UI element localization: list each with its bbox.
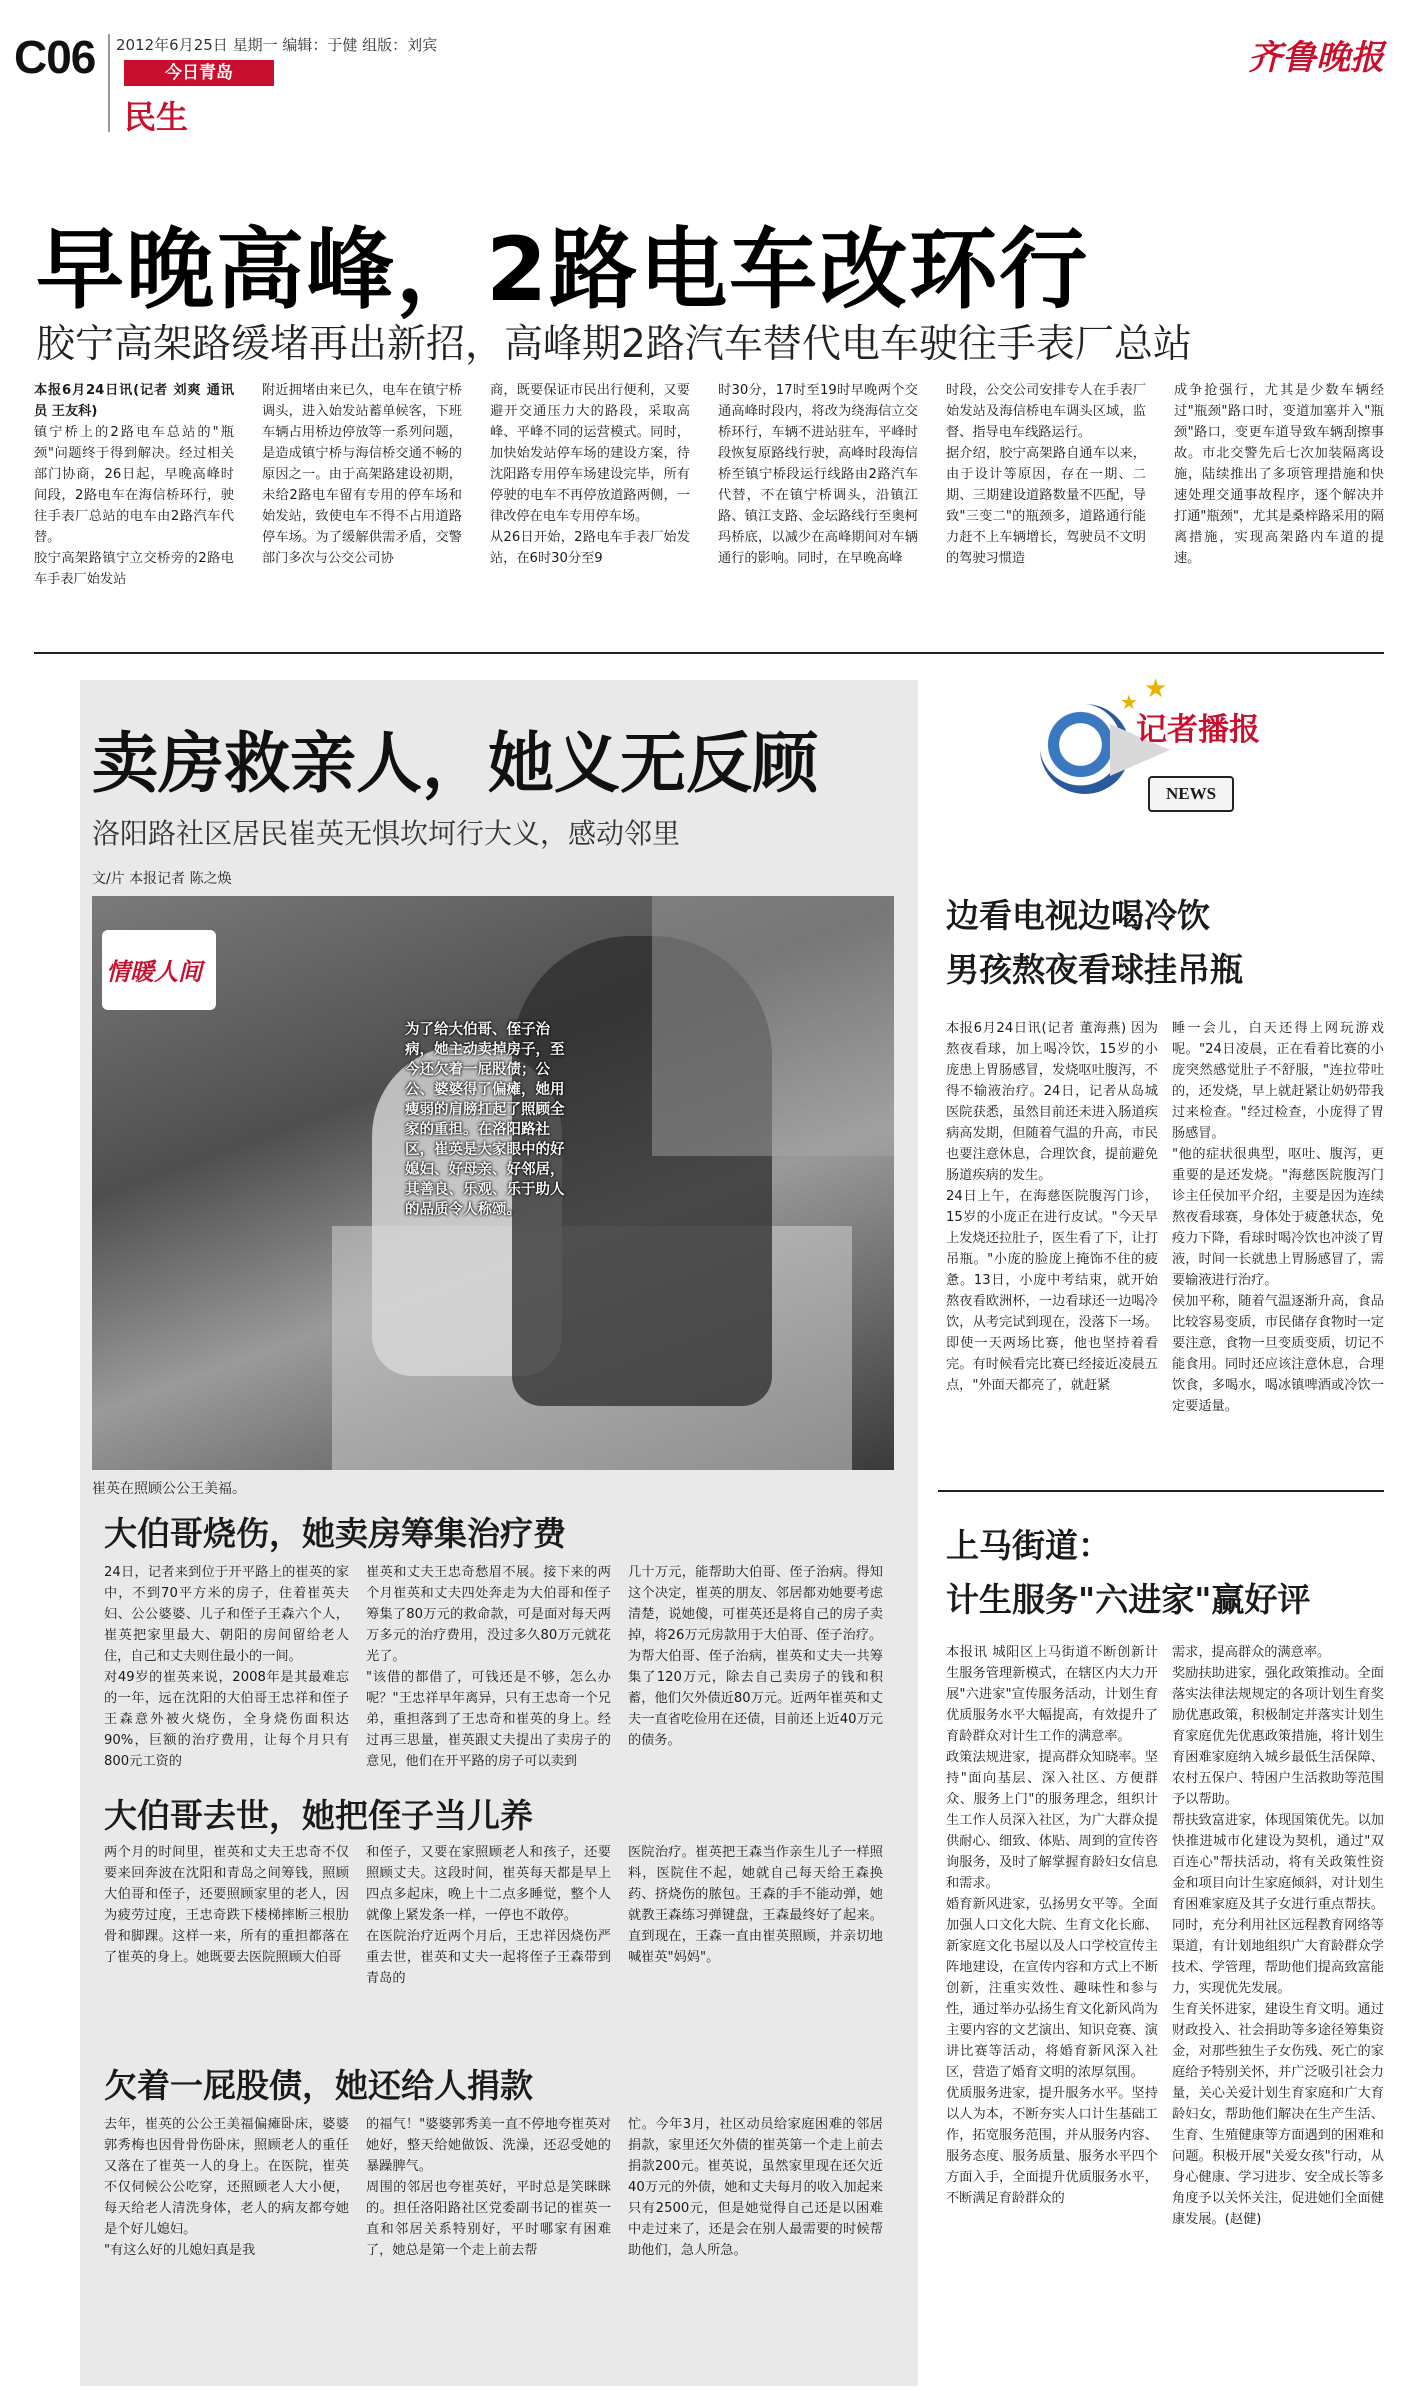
sidebar-b-col-1 (946, 1642, 1158, 2386)
story2-text: 崔英和丈夫王忠奇愁眉不展。接下来的两个月崔英和丈夫四处奔走为大伯哥和侄子筹集了80万元的救命款，可是面对每天两万多元的治疗费用，没过多久80万元就花光了。 "该借的都借了，可钱还是不够，怎么办呢？"王忠祥早年离异，只有王忠奇一个兄弟，重担落到了王忠奇和崔英的身上。经过再三思量，崔英跟丈夫提出了卖房子的意见，他们在开平路的房子可以卖到 (366, 1565, 611, 1769)
story2-s3-col-2 (366, 2114, 611, 2374)
reporter-badge: 记者播报 (1136, 712, 1260, 748)
sidebar-a-col-1 (946, 1018, 1158, 1468)
sidebar-a-headline-1: 边看电视边喝冷饮 (946, 896, 1210, 935)
photo-caption: 崔英在照顾公公王美福。 (92, 1481, 246, 1497)
story2-text: 的福气！"婆婆郭秀美一直不停地夸崔英对她好，整天给她做饭、洗澡，还忍受她的暴躁脾气。 周围的邻居也夸崔英好，平时总是笑眯眯的。担任洛阳路社区党委副书记的崔英一直和邻居关系特别好，平时哪家有困难了，她总是第一个走上前去帮 (366, 2117, 611, 2258)
sidebar-b-headline-1: 上马街道： (946, 1526, 1111, 1565)
story1-text: 时30分，17时至19时早晚两个交通高峰时段内，将改为绕海信立交桥环行，车辆不进站驻车，平峰时段恢复原路线行驶，高峰时段海信桥至镇宁桥段运行线路由2路汽车代替，不在镇宁桥调头，沿镇江路、镇江支路、金坛路线行至奥柯玛桥底，以减少在高峰期间对车辆通行的影响。同时，在早晚高峰 (718, 383, 918, 566)
story2-text: 24日，记者来到位于开平路上的崔英的家中，不到70平方米的房子，住着崔英夫妇、公公婆婆、儿子和侄子王森六个人，崔英把家里最大、朝阳的房间留给老人住，自己和丈夫则住最小的一间。 对49岁的崔英来说，2008年是其最难忘的一年，远在沈阳的大伯哥王忠祥和侄子王森意外被火烧伤，全身烧伤面积达90%，巨额的治疗费用，让每个月只有800元工资的 (104, 1565, 349, 1769)
story1-col-4 (718, 380, 918, 636)
date-line: 2012年6月25日 星期一 编辑：于健 组版：刘宾 (116, 36, 438, 54)
qingnuan-logo (102, 930, 216, 1010)
sidebar-b-col-2 (1172, 1642, 1384, 2386)
story2-s3-col-1 (104, 2114, 349, 2374)
story1-text: 时段，公交公司安排专人在手表厂始发站及海信桥电车调头区域，监督、指导电车线路运行。 据介绍，胶宁高架路自通车以来，由于设计等原因，存在一期、二期、三期建设道路数量不匹配，导致"三变二"的瓶颈多，道路通行能力赶不上车辆增长，驾驶员不文明的驾驶习惯造 (946, 383, 1146, 566)
sidebar-a-text: 睡一会儿，白天还得上网玩游戏呢。"24日凌晨，正在看着比赛的小庞突然感觉肚子不舒服，"连拉带吐的，还发烧，早上就赶紧让奶奶带我过来检查。"经过检查，小庞得了胃肠感冒。 "他的症状很典型，呕吐、腹泻，更重要的是还发烧。"海慈医院腹泻门诊主任侯加平介绍，主要是因为连续熬夜看球赛，身体处于疲惫状态，免疫力下降，看球时喝冷饮也冲淡了胃液，时间一长就患上胃肠感冒了，需要输液进行治疗。 侯加平称，随着气温逐渐升高，食品比较容易变质，市民储存食物时一定要注意，食物一旦变质变质，切记不能食用。同时还应该注意休息，合理饮食，多喝水，喝冰镇啤酒或冷饮一定要适量。 (1172, 1021, 1384, 1414)
story2-subhead: 洛阳路社区居民崔英无惧坎坷行大义，感动邻里 (92, 817, 681, 850)
story2-headline: 卖房救亲人，她义无反顾 (92, 725, 818, 802)
story2-s2-col-1 (104, 1842, 349, 2042)
section-divider (34, 652, 1384, 654)
story1-text: 镇宁桥上的2路电车总站的"瓶颈"问题终于得到解决。经过相关部门协商，26日起，早晚高峰时间段，2路电车在海信桥环行，驶往手表厂总站的电车由2路汽车代替。 胶宁高架路镇宁立交桥旁的2路电车手表厂始发站 (34, 425, 234, 587)
story1-col-5 (946, 380, 1146, 636)
story1-col-1 (34, 380, 234, 636)
sidebar-a-headline-2: 男孩熬夜看球挂吊瓶 (946, 950, 1243, 989)
sidebar-a-col-2 (1172, 1018, 1384, 1468)
star-icon: ★ (1120, 690, 1138, 714)
story2-section3-title: 欠着一屁股债，她还给人捐款 (104, 2066, 533, 2105)
sidebar-b-text: 本报讯 城阳区上马街道不断创新计生服务管理新模式，在辖区内大力开展"六进家"宣传服务活动，计划生育优质服务水平大幅提高，有效提升了育龄群众对计生工作的满意率。 政策法规进家，提高群众知晓率。坚持"面向基层、深入社区、方便群众、服务上门"的服务理念，组织计生工作人员深入社区，为广大群众提供耐心、细致、体贴、周到的宣传咨询服务，及时了解掌握育龄妇女信息和需求。 婚育新风进家，弘扬男女平等。全面加强人口文化大院、生育文化长廊、新家庭文化书屋以及人口学校宣传主阵地建设，在宣传内容和方式上不断创新，注重实效性、趣味性和参与性，通过举办弘扬生育文化新风尚为主要内容的文艺演出、知识竞赛、演讲比赛等活动，将婚育新风深入社区，营造了婚育文明的浓厚氛围。 优质服务进家，提升服务水平。坚持以人为本，不断夯实人口计生基础工作，拓宽服务范围，并从服务内容、服务态度、服务质量、服务水平四个方面入手，全面提升优质服务水平，不断满足育龄群众的 (946, 1645, 1158, 2206)
sidebar-b-headline-2: 计生服务"六进家"赢好评 (946, 1580, 1311, 1619)
story1-headline: 早晚高峰，2路电车改环行 (36, 218, 1090, 321)
story2-text: 几十万元，能帮助大伯哥、侄子治病。得知这个决定，崔英的朋友、邻居都劝她要考虑清楚，说她傻，可崔英还是将自己的房子卖掉，将26万元房款用于大伯哥、侄子治疗。 为帮大伯哥、侄子治病，崔英和丈夫一共筹集了120万元，除去自己卖房子的钱和积蓄，他们欠外债近80万元。近两年崔英和丈夫一直省吃俭用在还债，目前还上近40万元的债务。 (628, 1565, 883, 1748)
story1-col-2 (262, 380, 462, 636)
sidebar-a-text: 本报6月24日讯(记者 董海燕) 因为熬夜看球，加上喝冷饮，15岁的小庞患上胃肠感冒，发烧呕吐腹泻，不得不输液治疗。24日，记者从岛城医院获悉，虽然目前还未进入肠道疾病高发期，但随着气温的升高，市民也要注意休息，合理饮食，提前避免肠道疾病的发生。 24日上午，在海慈医院腹泻门诊，15岁的小庞正在进行皮试。"今天早上发烧还拉肚子，医生看了下，让打吊瓶。"小庞的脸庞上掩饰不住的疲惫。13日，小庞中考结束，就开始熬夜看欧洲杯，一边看球还一边喝冷饮，从考完试到现在，没落下一场。即使一天两场比赛，他也坚持着看完。有时候看完比赛已经接近凌晨五点，"外面天都亮了，就赶紧 (946, 1021, 1158, 1393)
story1-byline: 本报6月24日讯(记者 刘爽 通讯员 王友科) (34, 383, 234, 419)
brand-logo: 齐鲁晚报 (1248, 38, 1384, 78)
header-divider (108, 34, 110, 132)
story2-text: 忙。今年3月，社区动员给家庭困难的邻居捐款，家里还欠外债的崔英第一个走上前去捐款200元。崔英说，虽然家里现在还欠近40万元的外债，她和丈夫每月的收入加起来只有2500元，但是她觉得自己还是以困难中走过来了，还是会在别人最需要的时候帮助他们，急人所急。 (628, 2117, 883, 2258)
sidebar-divider (938, 1490, 1384, 1492)
story2-s1-col-2 (366, 1562, 611, 1772)
sidebar-b-text: 需求，提高群众的满意率。 奖励扶助进家，强化政策推动。全面落实法律法规规定的各项计划生育奖励优惠政策，积极制定并落实计划生育家庭优先优惠政策措施，将计划生育困难家庭纳入城乡最低生活保障、农村五保户、特困户生活救助等范围予以帮助。 帮扶致富进家，体现国策优先。以加快推进城市化建设为契机，通过"双百连心"帮扶活动，将有关政策性资金和项目向计生家庭倾斜，对计划生育困难家庭及其子女进行重点帮扶。同时，充分利用社区远程教育网络等渠道，有计划地组织广大育龄群众学技术、学管理，帮助他们提高致富能力，实现优先发展。 生育关怀进家，建设生育文明。通过财政投入、社会捐助等多途径筹集资金，对那些独生子女伤残、死亡的家庭给予特别关怀，并广泛吸引社会力量，关心关爱计划生育家庭和广大育龄妇女，帮助他们解决在生产生活、生育、生殖健康等方面遇到的困难和问题。积极开展"关爱女孩"行动，从身心健康、学习进步、安全成长等多角度予以关怀关注，促进她们全面健康发展。(赵健) (1172, 1645, 1384, 2227)
section-title: 民生 (124, 98, 189, 136)
story1-col-6 (1174, 380, 1384, 636)
masthead (0, 0, 1417, 140)
logo-text: 情暖人间 (106, 958, 202, 986)
page-number: C06 (14, 31, 96, 83)
story2-text: 去年，崔英的公公王美福偏瘫卧床，婆婆郭秀梅也因骨骨伤卧床，照顾老人的重任又落在了崔英一人的身上。在医院，崔英不仅伺候公公吃穿，还照顾老人大小便，每天给老人清洗身体，老人的病友都夸她是个好儿媳妇。 "有这么好的儿媳妇真是我 (104, 2117, 349, 2258)
story2-s1-col-1 (104, 1562, 349, 1772)
story2-intro: 为了给大伯哥、侄子治病，她主动卖掉房子，至今还欠着一屁股债；公公、婆婆得了偏瘫，她用瘦弱的肩膀扛起了照顾全家的重担。在洛阳路社区，崔英是大家眼中的好媳妇、好母亲、好邻居，其善良、乐观、乐于助人的品质令人称颂。 (405, 1022, 565, 1218)
story1-subhead: 胶宁高架路缓堵再出新招，高峰期2路汽车替代电车驶往手表厂总站 (36, 322, 1192, 367)
story2-text: 两个月的时间里，崔英和丈夫王忠奇不仅要来回奔波在沈阳和青岛之间筹钱，照顾大伯哥和侄子，还要照顾家里的老人，因为疲劳过度，王忠奇跌下楼梯摔断三根肋骨和脚踝。这样一来，所有的重担都落在了崔英的身上。她既要去医院照顾大伯哥 (104, 1845, 349, 1965)
story1-text: 成争抢强行，尤其是少数车辆经过"瓶颈"路口时，变道加塞并入"瓶颈"路口，变更车道导致车辆刮擦事故。市北交警先后七次加装隔离设施，陆续推出了多项管理措施和快速处理交通事故程序，逐个解决并打通"瓶颈"，尤其是桑梓路采用的隔离措施，实现高架路内车道的提速。 (1174, 383, 1384, 566)
star-icon: ★ (1144, 674, 1168, 704)
story2-s2-col-2 (366, 1842, 611, 2042)
section-tag: 今日青岛 (124, 60, 274, 86)
story2-section2-title: 大伯哥去世，她把侄子当儿养 (104, 1796, 533, 1835)
news-tag: NEWS (1148, 776, 1234, 812)
story2-text: 医院治疗。崔英把王森当作亲生儿子一样照料，医院住不起，她就自己每天给王森换药、挤烧伤的脓包。王森的手不能动弹，她就教王森练习弹键盘，王森最终好了起来。直到现在，王森一直由崔英照顾，并亲切地喊崔英"妈妈"。 (628, 1845, 883, 1965)
story1-text: 附近拥堵由来已久，电车在镇宁桥调头，进入始发站蓄单候客，下班车辆占用桥边停放等一系列问题，是造成镇宁桥与海信桥交通不畅的原因之一。由于高架路建设初期，未给2路电车留有专用的停车场和始发站，致使电车不得不占用道路停车场。为了缓解供需矛盾，交警部门多次与公交公司协 (262, 383, 462, 566)
story2-text: 和侄子，又要在家照顾老人和孩子，还要照顾丈夫。这段时间，崔英每天都是早上四点多起床，晚上十二点多睡觉，整个人就像上紧发条一样，一停也不敢停。 在医院治疗近两个月后，王忠祥因烧伤严重去世，崔英和丈夫一起将侄子王森带到青岛的 (366, 1845, 611, 1986)
story2-section1-title: 大伯哥烧伤，她卖房筹集治疗费 (104, 1514, 566, 1553)
story1-col-3 (490, 380, 690, 636)
story2-s3-col-3 (628, 2114, 883, 2374)
wall-window (652, 896, 894, 1156)
story2-s2-col-3 (628, 1842, 883, 2042)
story2-byline: 文/片 本报记者 陈之焕 (92, 871, 232, 887)
story1-text: 商，既要保证市民出行便利，又要避开交通压力大的路段，采取高峰、平峰不同的运营模式。同时，加快始发站停车场的建设方案，待沈阳路专用停车场建设完毕，所有停驶的电车不再停放道路两侧，一律改停在电车专用停车场。 从26日开始，2路电车手表厂始发站，在6时30分至9 (490, 383, 690, 566)
story2-s1-col-3 (628, 1562, 883, 1772)
